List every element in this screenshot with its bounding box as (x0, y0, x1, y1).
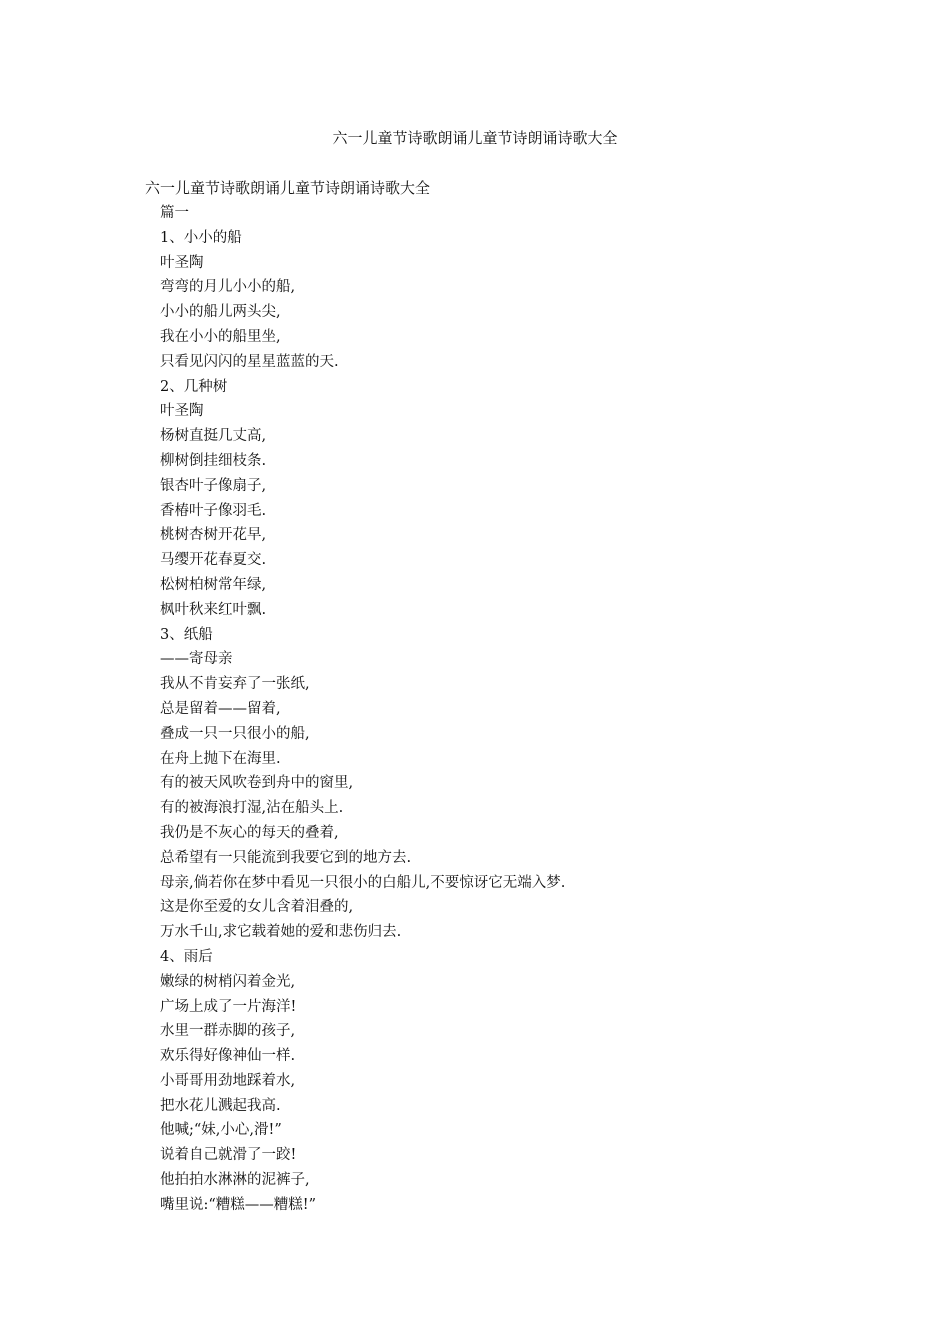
text-line: 弯弯的月儿小小的船, (160, 279, 296, 296)
text-line: 小小的船儿两头尖, (160, 304, 281, 321)
text-line: 桃树杏树开花早, (160, 527, 267, 544)
text-line: 叶圣陶 (160, 254, 204, 271)
text-line: 有的被天风吹卷到舟中的窗里, (160, 775, 354, 792)
text-line: 有的被海浪打湿,沾在船头上. (160, 800, 344, 817)
text-line: 4、雨后 (160, 948, 213, 965)
text-line: 松树柏树常年绿, (160, 576, 267, 593)
text-line: 他喊;“妹,小心,滑!” (160, 1122, 282, 1139)
text-line: 说着自己就滑了一跤! (160, 1147, 297, 1164)
text-line: 在舟上抛下在海里. (160, 750, 281, 767)
text-line: 母亲,倘若你在梦中看见一只很小的白船儿,不要惊讶它无端入梦. (160, 874, 566, 891)
text-line: 只看见闪闪的星星蓝蓝的天. (160, 353, 339, 370)
text-line: 枫叶秋来红叶飘. (160, 601, 267, 618)
text-line: 我从不肯妄弃了一张纸, (160, 676, 310, 693)
text-line: 小哥哥用劲地踩着水, (160, 1072, 296, 1089)
text-line: 3、纸船 (160, 626, 213, 643)
text-line: 杨树直挺几丈高, (160, 428, 267, 445)
text-line: 欢乐得好像神仙一样. (160, 1048, 296, 1065)
text-line: 香椿叶子像羽毛. (160, 502, 267, 519)
text-line: 万水千山,求它载着她的爱和悲伤归去. (160, 924, 402, 941)
text-line: 他拍拍水淋淋的泥裤子, (160, 1172, 310, 1189)
text-line: ——寄母亲 (160, 651, 233, 668)
text-line: 总希望有一只能流到我要它到的地方去. (160, 849, 412, 866)
text-line: 叶圣陶 (160, 403, 204, 420)
text-line: 银杏叶子像扇子, (160, 477, 267, 494)
text-line: 我在小小的船里坐, (160, 328, 281, 345)
poem-lines (160, 203, 565, 1220)
text-line: 1、小小的船 (160, 229, 242, 246)
text-line: 把水花儿溅起我高. (160, 1097, 281, 1114)
text-line: 这是你至爱的女儿含着泪叠的, (160, 899, 354, 916)
text-line: 总是留着——留着, (160, 700, 281, 717)
text-line: 叠成一只一只很小的船, (160, 725, 310, 742)
text-line: 嫩绿的树梢闪着金光, (160, 973, 296, 990)
text-line: 马缨开花春夏交. (160, 552, 267, 569)
text-line: 广场上成了一片海洋! (160, 998, 297, 1015)
text-line: 篇一 (160, 205, 189, 221)
text-line: 柳树倒挂细枝条. (160, 452, 267, 469)
text-line: 水里一群赤脚的孩子, (160, 1023, 296, 1040)
text-line: 嘴里说:“糟糕——糟糕!” (160, 1196, 317, 1213)
section-heading: 六一儿童节诗歌朗诵儿童节诗朗诵诗歌大全 (145, 179, 431, 197)
text-line: 我仍是不灰心的每天的叠着, (160, 824, 339, 841)
document-title: 六一儿童节诗歌朗诵儿童节诗朗诵诗歌大全 (332, 129, 618, 147)
text-line: 2、几种树 (160, 378, 228, 395)
